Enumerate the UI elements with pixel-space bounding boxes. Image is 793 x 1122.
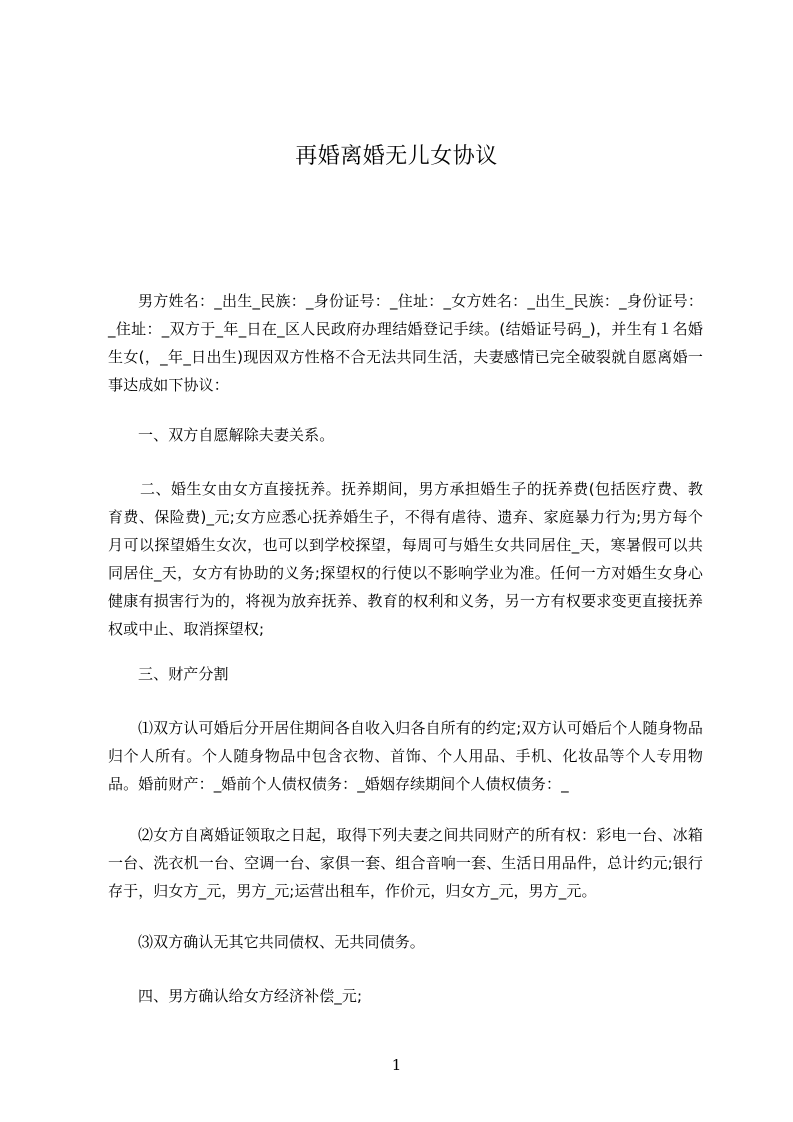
- clause-1: 一、双方自愿解除夫妻关系。: [138, 426, 335, 444]
- document-title: 再婚离婚无儿女协议: [295, 144, 498, 169]
- page-number: 1: [391, 1056, 402, 1074]
- clause-3-item-1: ⑴双方认可婚后分开居住期间各自收入归各自所有的约定;双方认可婚后个人随身物品归个人所有。个人随身物品中包含衣物、首饰、个人用品、手机、化妆品等个人专用物品。婚前财产：_婚前个人债权债务：_婚姻存续期间个人债权债务：_: [108, 719, 703, 793]
- clause-3-heading: 三、财产分割: [138, 665, 229, 683]
- clause-4: 四、男方确认给女方经济补偿_元;: [138, 987, 363, 1005]
- clause-2: 二、婚生女由女方直接抚养。抚养期间，男方承担婚生子的抚养费(包括医疗费、教育费、保险费)_元;女方应悉心抚养婚生子，不得有虐待、遗弃、家庭暴力行为;男方每个月可以探望婚生女次，也可以到学校探望，每周可与婚生女共同居住_天，寒暑假可以共同居住_天，女方有协助的义务;探望权的行使以不影响学业为准。任何一方对婚生女身心健康有损害行为的，将视为放弃抚养、教育的权利和义务，另一方有权要求变更直接抚养权或中止、取消探望权;: [108, 480, 703, 638]
- clause-3-item-3: ⑶双方确认无其它共同债权、无共同债务。: [138, 933, 425, 951]
- opening-paragraph: 男方姓名：_出生_民族：_身份证号：_住址：_女方姓名：_出生_民族：_身份证号：_住址：_双方于_年_日在_区人民政府办理结婚登记手续。(结婚证号码_)，并生有１名婚生女(，_年_日出生)现因双方性格不合无法共同生活，夫妻感情已完全破裂就自愿离婚一事达成如下协议：: [108, 292, 703, 394]
- clause-3-item-2: ⑵女方自离婚证领取之日起，取得下列夫妻之间共同财产的所有权：彩电一台、冰箱一台、洗衣机一台、空调一台、家俱一套、组合音响一套、生活日用品件，总计约元;银行存于，归女方_元，男方_元;运营出租车，作价元，归女方_元，男方_元。: [108, 826, 703, 900]
